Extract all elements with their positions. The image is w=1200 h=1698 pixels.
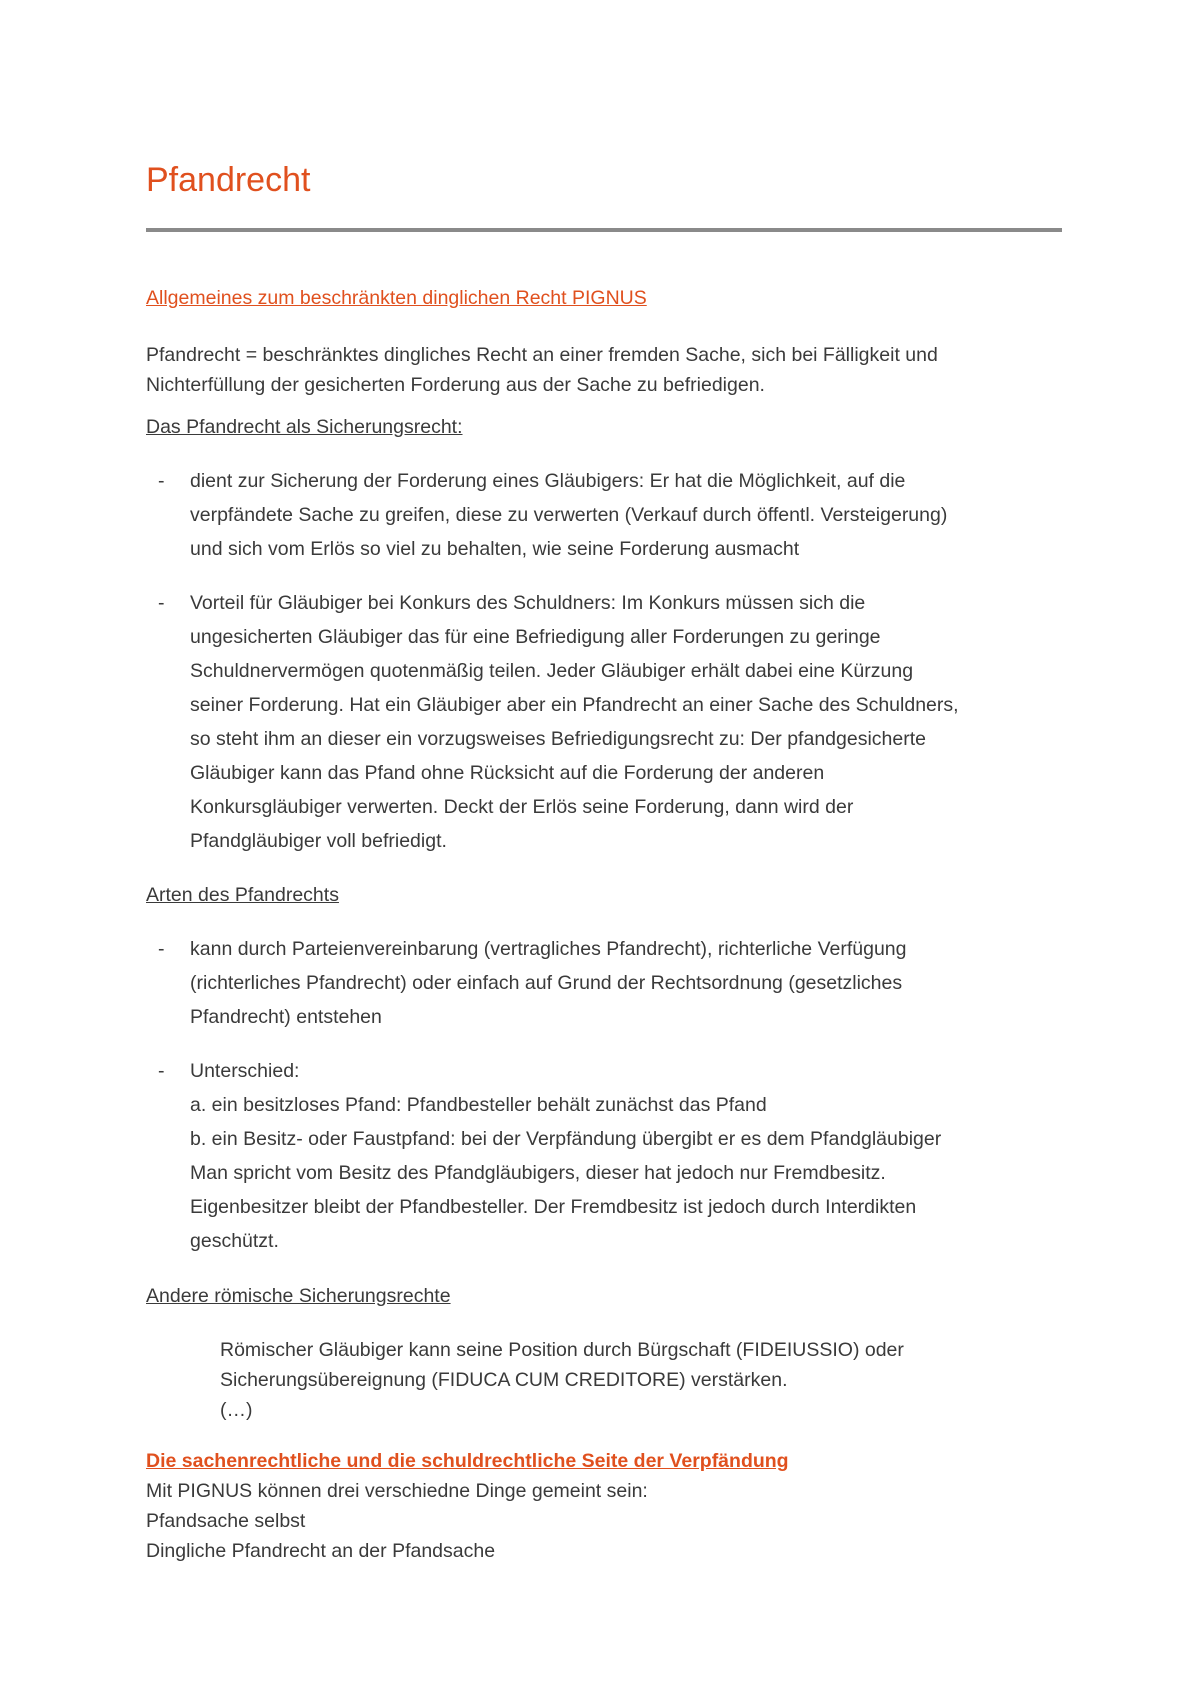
- list-item-line: geschützt.: [190, 1230, 279, 1252]
- list-item-line: Gläubiger kann das Pfand ohne Rücksicht auf die Forderung der anderen: [190, 762, 825, 784]
- list-item-line: so steht ihm an dieser ein vorzugsweises Befriedigungsrecht zu: Der pfandgesicherte: [190, 728, 926, 750]
- list-item-line: Unterschied:: [190, 1060, 300, 1082]
- list-item-line: Schuldnervermögen quotenmäßig teilen. Jeder Gläubiger erhält dabei eine Kürzung: [190, 660, 914, 682]
- indented-paragraph: [220, 1335, 1062, 1425]
- paragraph-line: Dingliche Pfandrecht an der Pfandsache: [146, 1540, 496, 1562]
- list-item-line: Man spricht vom Besitz des Pfandgläubigers, dieser hat jedoch nur Fremdbesitz.: [190, 1162, 886, 1184]
- list-item-line: kann durch Parteienvereinbarung (vertragliches Pfandrecht), richterliche Verfügung: [190, 938, 907, 960]
- list-bullet: -: [158, 938, 165, 960]
- paragraph-line: Sicherungsübereignung (FIDUCA CUM CREDITORE) verstärken.: [220, 1369, 788, 1391]
- list-item-line: Pfandrecht) entstehen: [190, 1006, 382, 1028]
- list-bullet: -: [158, 592, 165, 614]
- list-item-line: seiner Forderung. Hat ein Gläubiger aber ein Pfandrecht an einer Sache des Schuldners,: [190, 694, 959, 716]
- title-divider: [146, 228, 1062, 232]
- definition-paragraph: [146, 340, 1062, 400]
- list-item: [190, 586, 1062, 858]
- list-item: [190, 1054, 1062, 1258]
- list-item-line: und sich vom Erlös so viel zu behalten, wie seine Forderung ausmacht: [190, 538, 800, 560]
- paragraph-line: (…): [220, 1399, 253, 1421]
- paragraph-line: Pfandsache selbst: [146, 1510, 306, 1532]
- list-item-line: verpfändete Sache zu greifen, diese zu verwerten (Verkauf durch öffentl. Versteigerung): [190, 504, 948, 526]
- list-item-line: Konkursgläubiger verwerten. Deckt der Erlös seine Forderung, dann wird der: [190, 796, 854, 818]
- section-heading-allgemeines: Allgemeines zum beschränkten dinglichen Recht PIGNUS: [146, 287, 647, 309]
- list-item-line: b. ein Besitz- oder Faustpfand: bei der Verpfändung übergibt er es dem Pfandgläubiger: [190, 1128, 942, 1150]
- list-item-line: Pfandgläubiger voll befriedigt.: [190, 830, 447, 852]
- subheading-arten: Arten des Pfandrechts: [146, 884, 339, 906]
- list-item-line: Vorteil für Gläubiger bei Konkurs des Schuldners: Im Konkurs müssen sich die: [190, 592, 866, 614]
- paragraph-line: Römischer Gläubiger kann seine Position durch Bürgschaft (FIDEIUSSIO) oder: [220, 1339, 904, 1361]
- list-item-line: (richterliches Pfandrecht) oder einfach auf Grund der Rechtsordnung (gesetzliches: [190, 972, 903, 994]
- subheading-sicherungsrecht: Das Pfandrecht als Sicherungsrecht:: [146, 416, 463, 438]
- list-item: [190, 464, 1062, 566]
- section2-paragraph: [146, 1476, 1062, 1566]
- list-bullet: -: [158, 1060, 165, 1082]
- section-heading-verpfaendung: Die sachenrechtliche und die schuldrechtliche Seite der Verpfändung: [146, 1450, 789, 1472]
- list-item-line: a. ein besitzloses Pfand: Pfandbesteller behält zunächst das Pfand: [190, 1094, 767, 1116]
- list-item-line: dient zur Sicherung der Forderung eines Gläubigers: Er hat die Möglichkeit, auf die: [190, 470, 906, 492]
- list-bullet: -: [158, 470, 165, 492]
- list-item: [190, 932, 1062, 1034]
- paragraph-line: Mit PIGNUS können drei verschiedne Dinge gemeint sein:: [146, 1480, 648, 1502]
- paragraph-line: Pfandrecht = beschränktes dingliches Recht an einer fremden Sache, sich bei Fälligkeit und: [146, 344, 938, 366]
- subheading-andere: Andere römische Sicherungsrechte: [146, 1285, 451, 1307]
- paragraph-line: Nichterfüllung der gesicherten Forderung aus der Sache zu befriedigen.: [146, 374, 765, 396]
- list-item-line: Eigenbesitzer bleibt der Pfandbesteller. Der Fremdbesitz ist jedoch durch Interdikten: [190, 1196, 917, 1218]
- list-item-line: ungesicherten Gläubiger das für eine Befriedigung aller Forderungen zu geringe: [190, 626, 881, 648]
- page-title: Pfandrecht: [146, 161, 311, 199]
